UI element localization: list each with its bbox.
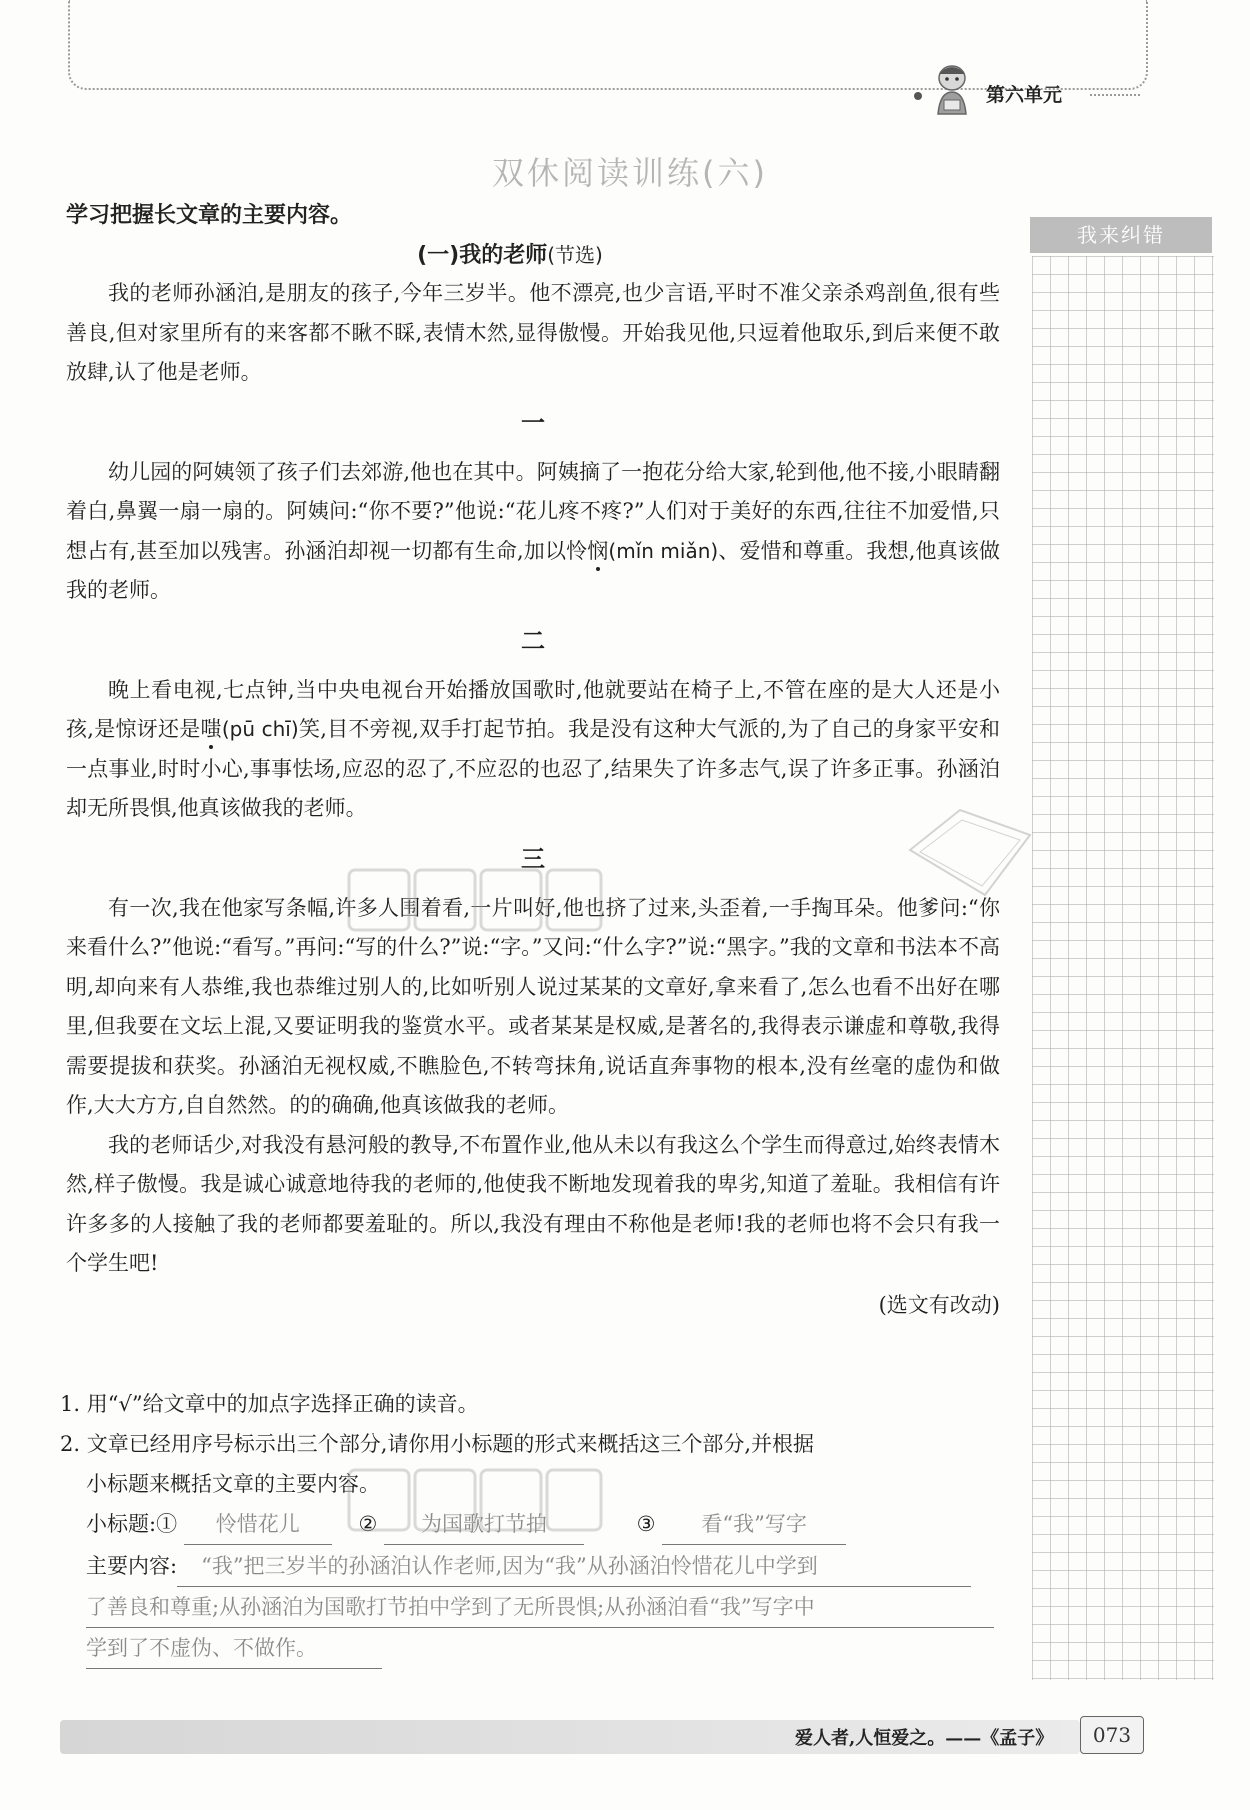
- question-1: 1. 用“√”给文章中的加点字选择正确的读音。: [60, 1392, 479, 1416]
- part-number-2: 二: [521, 625, 545, 655]
- paragraph-2-text-b: 笑,目不旁视,双手打起节拍。我是没有这种大气派的,为了自己的身家平安和一点事业,时时小心,事事怯场,应忍的忍了,不应忍的也忍了,结果失了许多志气,误了许多正事。孙涵泊却无所畏惧,他真该做我的老师。: [66, 717, 1001, 820]
- answer-blank-2[interactable]: 为国歌打节拍: [384, 1504, 584, 1545]
- page-title: 双休阅读训练(六): [492, 154, 768, 192]
- main-answer-line-2[interactable]: 了善良和尊重;从孙涵泊为国歌打节拍中学到了无所畏惧;从孙涵泊看“我”写字中: [86, 1587, 994, 1628]
- learning-goal: 学习把握长文章的主要内容。: [66, 203, 353, 228]
- section-note: (节选): [547, 243, 603, 267]
- main-answer-line-1[interactable]: “我”把三岁半的孙涵泊认作老师,因为“我”从孙涵泊怜惜花儿中学到: [177, 1546, 971, 1587]
- article-body: [66, 274, 1000, 1325]
- paragraph-3: 有一次,我在他家写条幅,许多人围着看,一片叫好,他也挤了过来,头歪着,一手掏耳朵。他爹问:“你来看什么?”他说:“看写。”再问:“写的什么?”说:“字。”又问:“什么字?”说:“黑字。”我的文章和书法本不高明,却向来有人恭维,我也恭维过别人的,比如听别人说过某某的文章好,拿来看了,怎么也看不出好在哪里,但我要在文坛上混,又要证明我的鉴赏水平。或者某某是权威,是著名的,我得表示谦虚和尊敬,我得需要提拔和获奖。孙涵泊无视权威,不瞧脸色,不转弯抹角,说话直奔事物的根本,没有丝毫的虚伪和做作,大大方方,自自然然。的的确确,他真该做我的老师。: [66, 895, 1000, 1117]
- question-2-line-1: 2. 文章已经用序号标示出三个部分,请你用小标题的形式来概括这三个部分,并根据: [60, 1432, 815, 1456]
- subtitle-label: 小标题:: [86, 1512, 157, 1536]
- paragraph-1: [66, 453, 1000, 611]
- main-content-label: 主要内容:: [86, 1554, 178, 1578]
- paragraph-intro: 我的老师孙涵泊,是朋友的孩子,今年三岁半。他不漂亮,也少言语,平时不准父亲杀鸡剖鱼,很有些善良,但对家里所有的来客都不瞅不睬,表情木然,显得傲慢。开始我见他,只逗着他取乐,到后来便不敢放肆,认了他是老师。: [66, 281, 1000, 384]
- correction-grid[interactable]: [1032, 256, 1214, 1680]
- pinyin-choice-2[interactable]: (pū chī): [221, 717, 299, 741]
- unit-divider: [1090, 94, 1140, 96]
- part-number-1: 一: [521, 407, 545, 437]
- paragraph-4: 我的老师话少,对我没有悬河般的教导,不布置作业,他从未以有我这么个学生而得意过,始终表情木然,样子傲慢。我是诚心诚意地待我的老师的,他使我不断地发现着我的卑劣,知道了羞耻。我相信有许许多多的人接触了我的老师都要羞耻的。所以,我没有理由不称他是老师!我的老师也将不会只有我一个学生吧!: [66, 1132, 1000, 1275]
- main-content-answer: [86, 1546, 1004, 1669]
- section-label: (一)我的老师: [417, 243, 548, 268]
- watermark-logo-icon-2: [345, 1460, 605, 1540]
- part-number-3: 三: [521, 843, 545, 873]
- pinyin-choice-1[interactable]: (mǐn miǎn): [608, 538, 719, 563]
- paragraph-1-text-b: 、爱惜和尊重。我想,他真该做我的老师。: [66, 538, 1000, 602]
- unit-header: [900, 62, 1150, 122]
- unit-label: 第六单元: [986, 84, 1063, 106]
- watermark-logo-icon: [345, 860, 605, 940]
- paragraph-1-text-a: 幼儿园的阿姨领了孩子们去郊游,他也在其中。阿姨摘了一抱花分给大家,轮到他,他不接,小眼睛翻着白,鼻翼一扇一扇的。阿姨问:“你不要?”他说:“花儿疼不疼?”人们对于美好的东西,往往不加爱惜,只想占有,甚至加以残害。孙涵泊却视一切都有生命,加以怜: [66, 459, 1000, 563]
- sidebar-heading: 我来纠错: [1030, 217, 1212, 253]
- section-title: [300, 238, 720, 269]
- boy-mascot-icon: [930, 62, 974, 116]
- unit-dot: [914, 92, 922, 100]
- question-2-line-2: 小标题来概括文章的主要内容。: [86, 1472, 380, 1496]
- paragraph-2-text-a: 晚上看电视,七点钟,当中央电视台开始播放国歌时,他就要站在椅子上,不管在座的是大人还是小孩,是惊讶还是: [66, 677, 1000, 741]
- marker-1: ①: [156, 1512, 178, 1536]
- main-answer-line-3[interactable]: 学到了不虚伪、不做作。: [86, 1628, 382, 1669]
- answer-blank-1[interactable]: 怜惜花儿: [184, 1504, 332, 1545]
- source-note: (选文有改动): [878, 1292, 1000, 1317]
- dotted-char-chi: 嗤: [200, 717, 222, 741]
- page-number: 073: [1080, 1716, 1144, 1754]
- answer-blank-3[interactable]: 看“我”写字: [662, 1504, 846, 1545]
- marker-3: ③: [636, 1512, 656, 1536]
- footer-quote: 爱人者,人恒爱之。——《孟子》: [795, 1728, 1054, 1749]
- dotted-char-min: 悯: [587, 538, 609, 563]
- watermark-stamp-icon: [900, 800, 1040, 910]
- paragraph-2: [66, 671, 1000, 829]
- marker-2: ②: [358, 1512, 378, 1536]
